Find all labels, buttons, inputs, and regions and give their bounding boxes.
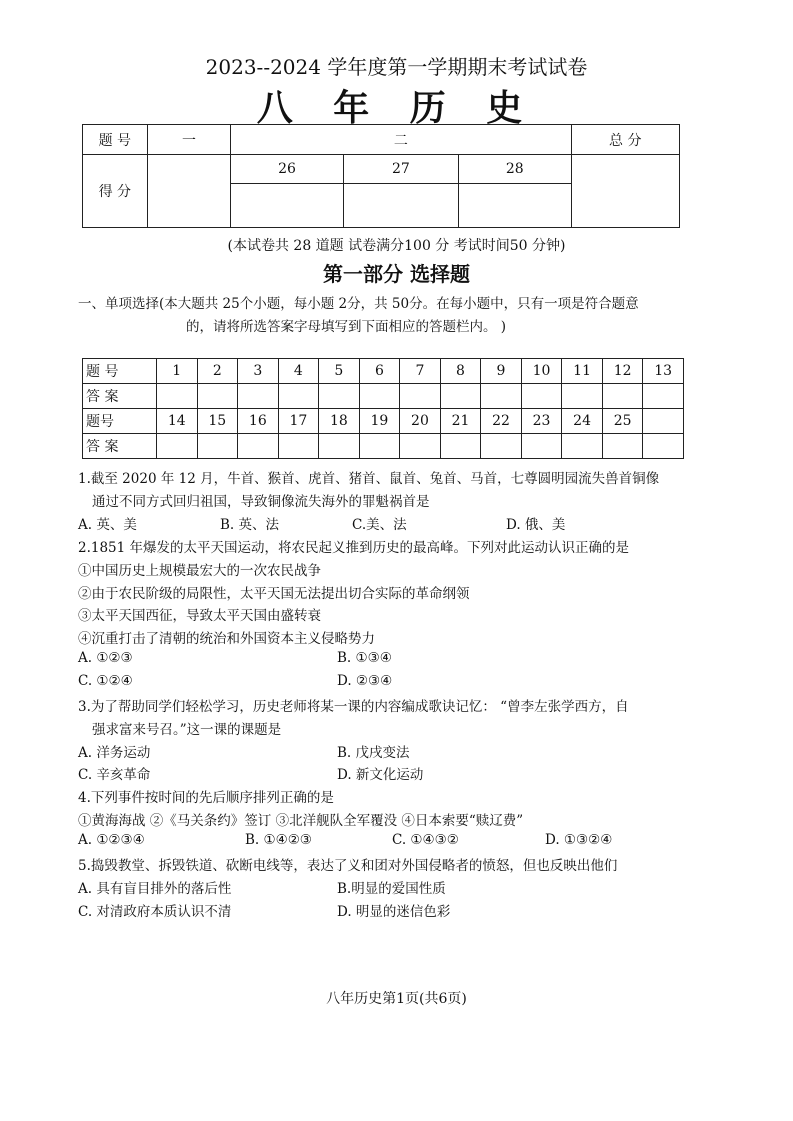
q3-stem-line1: 3.为了帮助同学们轻松学习，历史老师将某一课的内容编成歌诀记忆： “曾李左张学西方，自 <box>78 699 629 715</box>
answer-cell <box>400 384 441 409</box>
q2-option-d: D. ②③④ <box>337 673 393 689</box>
q1-option-a: A. 英、美 <box>78 517 137 533</box>
section1-line1: 一、单项选择(本大题共 25个小题，每小题 2分，共 50分。在每小题中，只有一项是符合题意 <box>78 296 639 312</box>
answer-cell <box>643 384 684 409</box>
answer-cell <box>319 384 360 409</box>
answer-cell <box>602 384 643 409</box>
answer-number: 21 <box>440 409 481 434</box>
answer-number: 4 <box>278 359 319 384</box>
answer-cell <box>562 434 603 459</box>
q5-stem: 5.捣毁教堂、拆毁铁道、砍断电线等，表达了义和团对外国侵略者的愤怒，但也反映出他们 <box>78 858 618 874</box>
answer-number: 9 <box>481 359 522 384</box>
answer-number: 11 <box>562 359 603 384</box>
answer-cell <box>197 434 238 459</box>
answer-cell <box>562 384 603 409</box>
answer-cell <box>521 434 562 459</box>
answer-number: 12 <box>602 359 643 384</box>
q2-statement-4: ④沉重打击了清朝的统治和外国资本主义侵略势力 <box>78 631 375 647</box>
answer-number: 14 <box>157 409 198 434</box>
answer-cell <box>278 384 319 409</box>
answer-number: 22 <box>481 409 522 434</box>
answer-cell <box>197 384 238 409</box>
score-subcol-28: 28 <box>459 155 571 184</box>
q4-stem: 4.下列事件按时间的先后顺序排列正确的是 <box>78 790 334 806</box>
page-footer: 八年历史第1页(共6页) <box>326 991 467 1007</box>
answer-number: 2 <box>197 359 238 384</box>
answer-number: 17 <box>278 409 319 434</box>
q1-stem-line1: 1.截至 2020 年 12 月，牛首、猴首、虎首、猪首、鼠首、兔首、马首，七尊圆明园流失兽首铜像 <box>78 471 660 487</box>
exam-title: 2023--2024 学年度第一学期期末考试试卷 <box>205 55 588 79</box>
answer-cell <box>238 434 279 459</box>
q1-option-c: C.美、法 <box>352 517 407 533</box>
answer-row-label: 题号 <box>83 409 157 434</box>
answer-cell <box>481 434 522 459</box>
answer-cell <box>440 384 481 409</box>
answer-row-label: 答 案 <box>83 434 157 459</box>
answer-number: 10 <box>521 359 562 384</box>
score-subcol-26: 26 <box>231 155 343 184</box>
q5-option-b: B.明显的爱国性质 <box>337 881 446 897</box>
answer-cell <box>157 434 198 459</box>
score-label-defen: 得 分 <box>83 155 148 228</box>
answer-number: 6 <box>359 359 400 384</box>
score-cell-one <box>147 155 231 228</box>
answer-number: 8 <box>440 359 481 384</box>
q3-option-a: A. 洋务运动 <box>78 745 151 761</box>
score-cell-total <box>571 155 679 228</box>
answer-number: 3 <box>238 359 279 384</box>
q2-option-c: C. ①②④ <box>78 673 133 689</box>
q4-option-c: C. ①④③② <box>392 832 459 848</box>
answer-cell <box>238 384 279 409</box>
answer-cell <box>157 384 198 409</box>
answer-cell <box>359 434 400 459</box>
answer-number <box>643 409 684 434</box>
answer-cell <box>521 384 562 409</box>
score-subcol-27: 27 <box>343 155 458 184</box>
score-col-one: 一 <box>147 125 231 155</box>
q3-stem-line2: 强求富来号召。”这一课的课题是 <box>92 722 282 738</box>
part-title: 第一部分 选择题 <box>323 262 470 286</box>
answer-row-numbers-2 <box>83 409 684 434</box>
q1-stem-line2: 通过不同方式回归祖国，导致铜像流失海外的罪魁祸首是 <box>92 494 430 510</box>
answer-cell <box>481 384 522 409</box>
answer-number: 16 <box>238 409 279 434</box>
q2-option-a: A. ①②③ <box>78 650 133 666</box>
answer-number: 7 <box>400 359 441 384</box>
score-label-tihao: 题 号 <box>83 125 148 155</box>
answer-number: 23 <box>521 409 562 434</box>
answer-table <box>82 358 684 459</box>
q4-items: ①黄海海战 ②《马关条约》签订 ③北洋舰队全军覆没 ④日本索要“赎辽费” <box>78 813 524 829</box>
answer-number: 15 <box>197 409 238 434</box>
answer-cell <box>400 434 441 459</box>
answer-cell <box>359 384 400 409</box>
q5-option-d: D. 明显的迷信色彩 <box>337 904 451 920</box>
answer-cell <box>440 434 481 459</box>
q3-option-b: B. 戊戌变法 <box>337 745 410 761</box>
score-table <box>82 124 680 228</box>
exam-intro: (本试卷共 28 道题 试卷满分100 分 考试时间50 分钟) <box>227 238 566 254</box>
q2-statement-2: ②由于农民阶级的局限性，太平天国无法提出切合实际的革命纲领 <box>78 586 470 602</box>
answer-row-numbers-1 <box>83 359 684 384</box>
subject-title: 八 年 历 史 <box>256 87 537 129</box>
score-cell-26 <box>231 184 343 228</box>
answer-number: 1 <box>157 359 198 384</box>
answer-row-blank-1 <box>83 384 684 409</box>
q3-option-c: C. 辛亥革命 <box>78 767 151 783</box>
answer-number: 24 <box>562 409 603 434</box>
answer-cell <box>278 434 319 459</box>
q2-option-b: B. ①③④ <box>337 650 392 666</box>
section1-line2: 的，请将所选答案字母填写到下面相应的答题栏内。 ) <box>186 319 507 335</box>
answer-cell <box>643 434 684 459</box>
answer-cell <box>602 434 643 459</box>
answer-row-blank-2 <box>83 434 684 459</box>
q1-option-b: B. 英、法 <box>220 517 280 533</box>
q5-option-c: C. 对清政府本质认识不清 <box>78 904 232 920</box>
q2-statement-3: ③太平天国西征，导致太平天国由盛转衰 <box>78 608 321 624</box>
answer-number: 5 <box>319 359 360 384</box>
q2-statement-1: ①中国历史上规模最宏大的一次农民战争 <box>78 563 321 579</box>
answer-number: 18 <box>319 409 360 434</box>
answer-number: 13 <box>643 359 684 384</box>
answer-number: 20 <box>400 409 441 434</box>
score-col-two: 二 <box>231 125 571 155</box>
score-col-total: 总 分 <box>571 125 679 155</box>
q2-stem: 2.1851 年爆发的太平天国运动，将农民起义推到历史的最高峰。下列对此运动认识正确的是 <box>78 540 630 556</box>
q3-option-d: D. 新文化运动 <box>337 767 424 783</box>
score-cell-27 <box>343 184 458 228</box>
answer-number: 19 <box>359 409 400 434</box>
answer-row-label: 题 号 <box>83 359 157 384</box>
q5-option-a: A. 具有盲目排外的落后性 <box>78 881 232 897</box>
answer-cell <box>319 434 360 459</box>
q4-option-a: A. ①②③④ <box>78 832 145 848</box>
q1-option-d: D. 俄、美 <box>506 517 566 533</box>
q4-option-b: B. ①④②③ <box>245 832 312 848</box>
section1-instructions <box>78 293 718 339</box>
answer-row-label: 答 案 <box>83 384 157 409</box>
score-cell-28 <box>459 184 571 228</box>
answer-number: 25 <box>602 409 643 434</box>
q4-option-d: D. ①③②④ <box>545 832 613 848</box>
